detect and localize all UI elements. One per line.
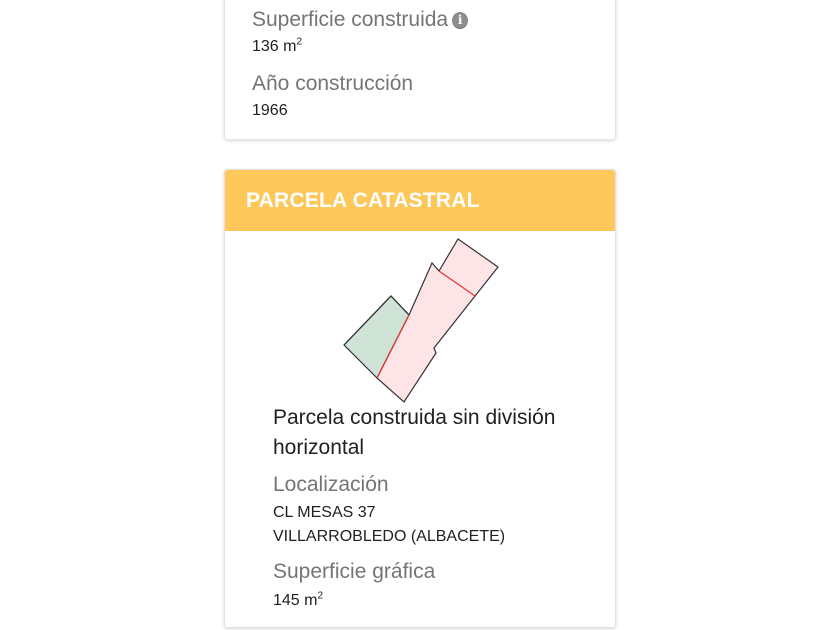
parcel-card-title: PARCELA CATASTRAL [246,189,480,212]
graphic-area-value-row [273,592,323,610]
address-line-2: VILLARROBLEDO (ALBACETE) [273,528,506,545]
graphic-area-label: Superficie gráfica [273,560,436,583]
graphic-area-value: 145 m [273,592,318,609]
info-icon[interactable]: i [452,12,468,29]
parcel-map[interactable] [341,236,501,406]
built-area-label-row [252,8,468,32]
address-line-1: CL MESAS 37 [273,504,376,521]
built-area-label: Superficie construida [252,8,449,31]
year-value: 1966 [252,102,288,119]
parcel-type: Parcela construida sin división horizontal [273,406,556,459]
built-area-value-row [252,38,302,56]
graphic-area-unit-sup: 2 [317,590,324,602]
parcel-card [224,169,616,628]
parcel-card-header [225,170,615,231]
built-area-value: 136 m [252,38,297,55]
built-area-unit-sup: 2 [296,36,303,48]
year-label: Año construcción [252,72,414,95]
building-info-card [224,0,616,140]
location-label: Localización [273,473,389,496]
